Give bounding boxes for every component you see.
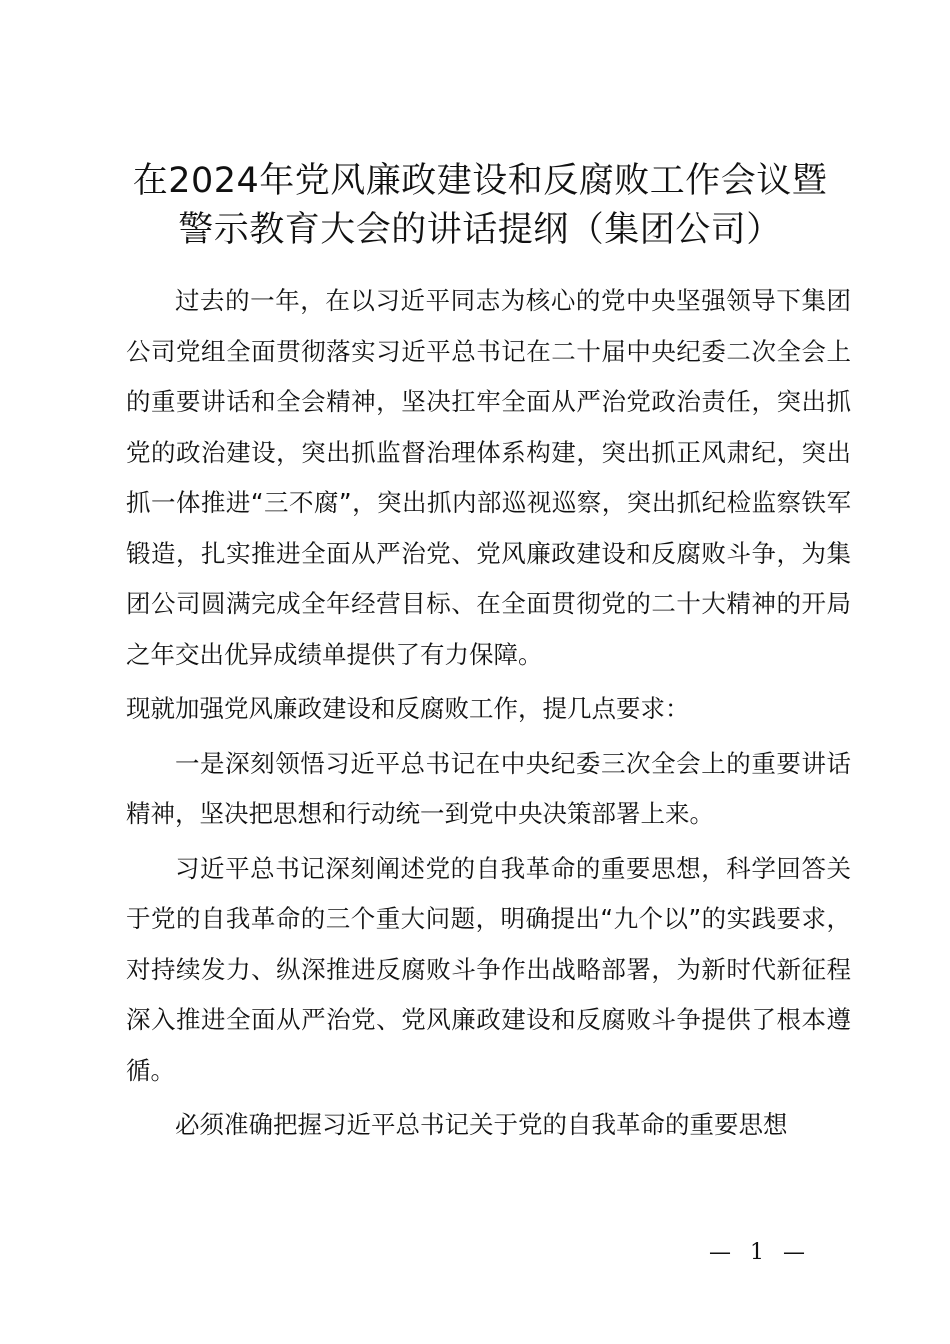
document-body <box>126 276 851 1151</box>
paragraph-review: 过去的一年，在以习近平同志为核心的党中央坚强领导下集团公司党组全面贯彻落实习近平总书记在二十届中央纪委二次全会上的重要讲话和全会精神，坚决扛牢全面从严治党政治责任，突出抓党的政治建设，突出抓监督治理体系构建，突出抓正风肃纪，突出抓一体推进“三不腐”，突出抓内部巡视巡察，突出抓纪检监察铁军锻造，扎实推进全面从严治党、党风廉政建设和反腐败斗争，为集团公司圆满完成全年经营目标、在全面贯彻党的二十大精神的开局之年交出优异成绩单提供了有力保障。 <box>126 286 851 669</box>
paragraph-self-revolution: 习近平总书记深刻阐述党的自我革命的重要思想，科学回答关于党的自我革命的三个重大问题，明确提出“九个以”的实践要求，对持续发力、纵深推进反腐败斗争作出战略部署，为新时代新征程深入推进全面从严治党、党风廉政建设和反腐败斗争提供了根本遵循。 <box>126 853 851 1085</box>
paragraph-point-one: 一是深刻领悟习近平总书记在中央纪委三次全会上的重要讲话精神，坚决把思想和行动统一到党中央决策部署上来。 <box>126 748 851 828</box>
paragraph-requirements-intro: 现就加强党风廉政建设和反腐败工作，提几点要求： <box>126 694 690 723</box>
paragraph-must-grasp: 必须准确把握习近平总书记关于党的自我革命的重要思想 <box>175 1110 788 1139</box>
document-title-line-1: 在2024年党风廉政建设和反腐败工作会议暨 <box>132 161 828 201</box>
page-number: — 1 — <box>709 1240 811 1265</box>
document-title-line-2: 警示教育大会的讲话提纲（集团公司） <box>178 210 782 250</box>
